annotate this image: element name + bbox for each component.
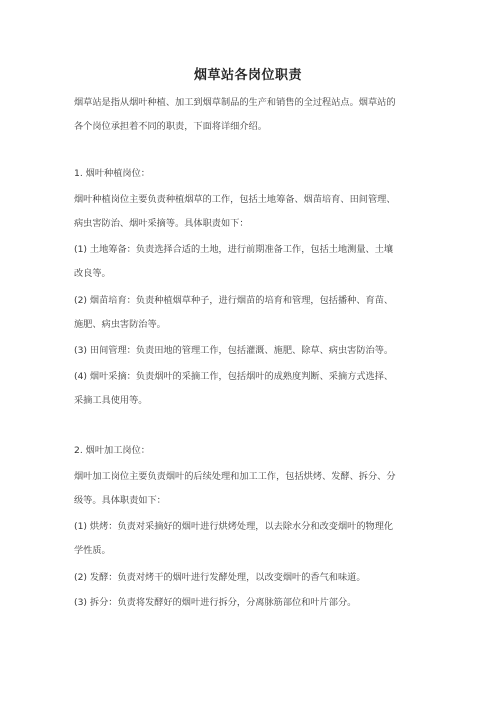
section2-desc-line-2: 级等。具体职责如下： xyxy=(74,495,166,506)
section2-item-1-line-2: 学性质。 xyxy=(74,545,111,556)
section1-item-4-line-1: (4) 烟叶采摘：负责烟叶的采摘工作，包括烟叶的成熟度判断、采摘方式选择、 xyxy=(74,371,394,382)
section1-desc-line-1: 烟叶种植岗位主要负责种植烟草的工作，包括土地筹备、烟苗培育、田间管理、 xyxy=(74,194,396,205)
section1-heading: 1. 烟叶种植岗位： xyxy=(74,168,150,179)
section2-item-3-line-1: (3) 拆分：负责将发酵好的烟叶进行拆分，分离脉筋部位和叶片部分。 xyxy=(74,597,357,608)
section1-item-2-line-2: 施肥、病虫害防治等。 xyxy=(74,319,166,330)
section2-item-2-line-1: (2) 发酵：负责对烤干的烟叶进行发酵处理，以改变烟叶的香气和味道。 xyxy=(74,572,366,583)
section1-item-1-line-1: (1) 土地筹备：负责选择合适的土地，进行前期准备工作，包括土地测量、土壤 xyxy=(74,244,394,255)
section1-item-1-line-2: 改良等。 xyxy=(74,268,111,279)
document-title: 烟草站各岗位职责 xyxy=(193,68,302,83)
section2-heading: 2. 烟叶加工岗位： xyxy=(74,445,150,456)
section1-desc-line-2: 病虫害防治、烟叶采摘等。具体职责如下： xyxy=(74,218,249,229)
section1-item-4-line-2: 采摘工具使用等。 xyxy=(74,395,148,406)
section2-item-1-line-1: (1) 烘烤：负责对采摘好的烟叶进行烘烤处理，以去除水分和改变烟叶的物理化 xyxy=(74,521,394,532)
section1-item-3-line-1: (3) 田间管理：负责田地的管理工作，包括灌溉、施肥、除草、病虫害防治等。 xyxy=(74,345,394,356)
intro-line-1: 烟草站是指从烟叶种植、加工到烟草制品的生产和销售的全过程站点。烟草站的 xyxy=(74,97,396,108)
intro-line-2: 各个岗位承担着不同的职责，下面将详细介绍。 xyxy=(74,121,267,132)
section2-desc-line-1: 烟叶加工岗位主要负责烟叶的后续处理和加工工作，包括烘烤、发酵、拆分、分 xyxy=(74,471,396,482)
section1-item-2-line-1: (2) 烟苗培育：负责种植烟草种子，进行烟苗的培育和管理，包括播种、育苗、 xyxy=(74,295,394,306)
